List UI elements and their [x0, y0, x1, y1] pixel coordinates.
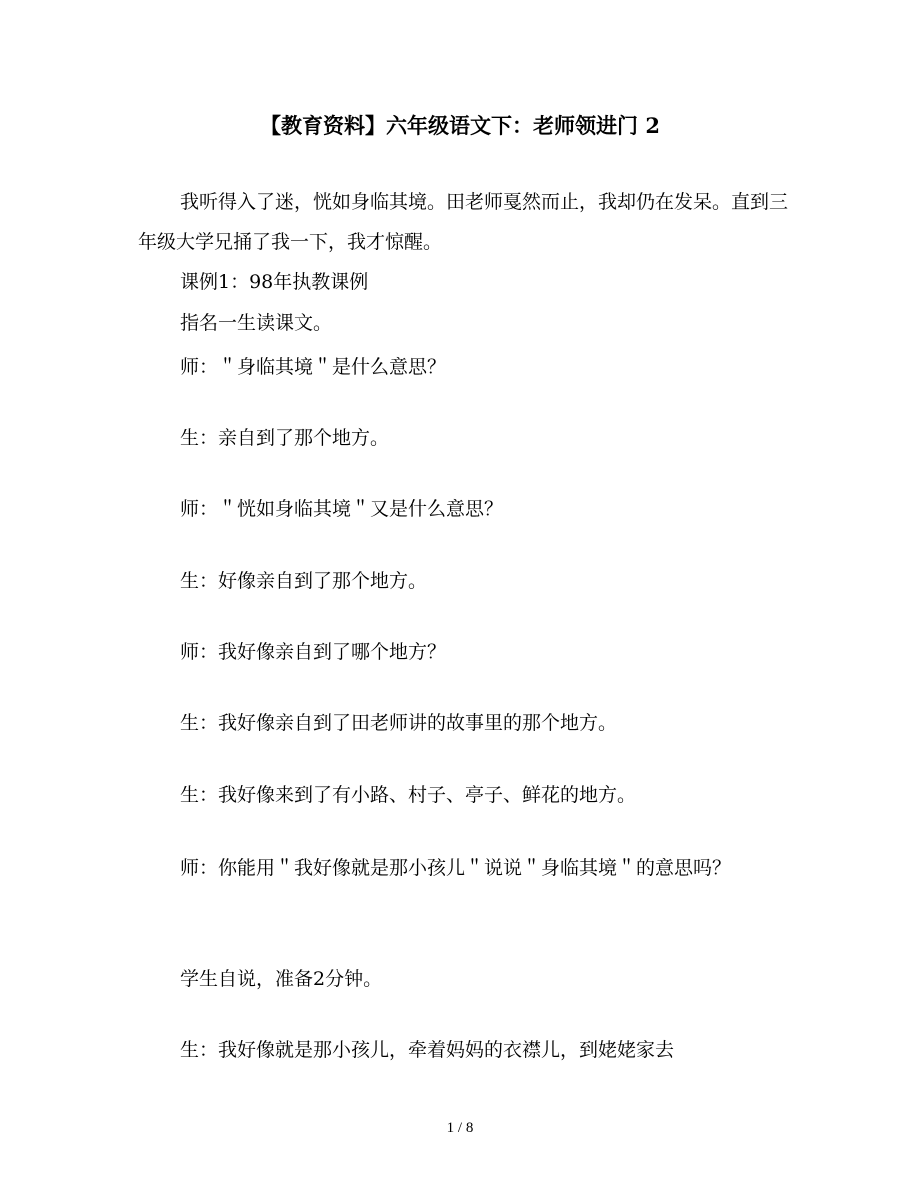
- line-student-answer-4: 生：我好像来到了有小路、村子、亭子、鲜花的地方。: [180, 784, 637, 806]
- line-student-answer-5: 生：我好像就是那小孩儿，牵着妈妈的衣襟儿，到姥姥家去: [180, 1039, 675, 1061]
- line-student-answer-3: 生：我好像亲自到了田老师讲的故事里的那个地方。: [180, 712, 618, 734]
- page-indicator: 1 / 8: [446, 1120, 474, 1136]
- document-title: 【教育资料】六年级语文下：老师领进门 2: [260, 113, 660, 138]
- paragraph-intro: 我听得入了迷，恍如身临其境。田老师戛然而止，我却仍在发呆。直到三年级大学兄捅了我一下，我才惊醒。: [138, 191, 789, 253]
- line-student-answer-2: 生：好像亲自到了那个地方。: [180, 570, 428, 592]
- paragraph-teacher-question-4: 师：你能用＂我好像就是那小孩儿＂说说＂身临其境＂的意思吗？: [180, 857, 732, 879]
- line-teacher-question-2: 师：＂恍如身临其境＂又是什么意思？: [180, 498, 504, 520]
- line-student-answer-1: 生：亲自到了那个地方。: [180, 427, 390, 449]
- line-lesson-example: 课例1：98年执教课例: [180, 271, 369, 293]
- line-teacher-question-1: 师：＂身临其境＂是什么意思？: [180, 356, 447, 378]
- line-teacher-question-3: 师：我好像亲自到了哪个地方？: [180, 641, 447, 663]
- line-read-text: 指名一生读课文。: [180, 312, 333, 334]
- line-student-prepare: 学生自说，准备2分钟。: [180, 968, 383, 990]
